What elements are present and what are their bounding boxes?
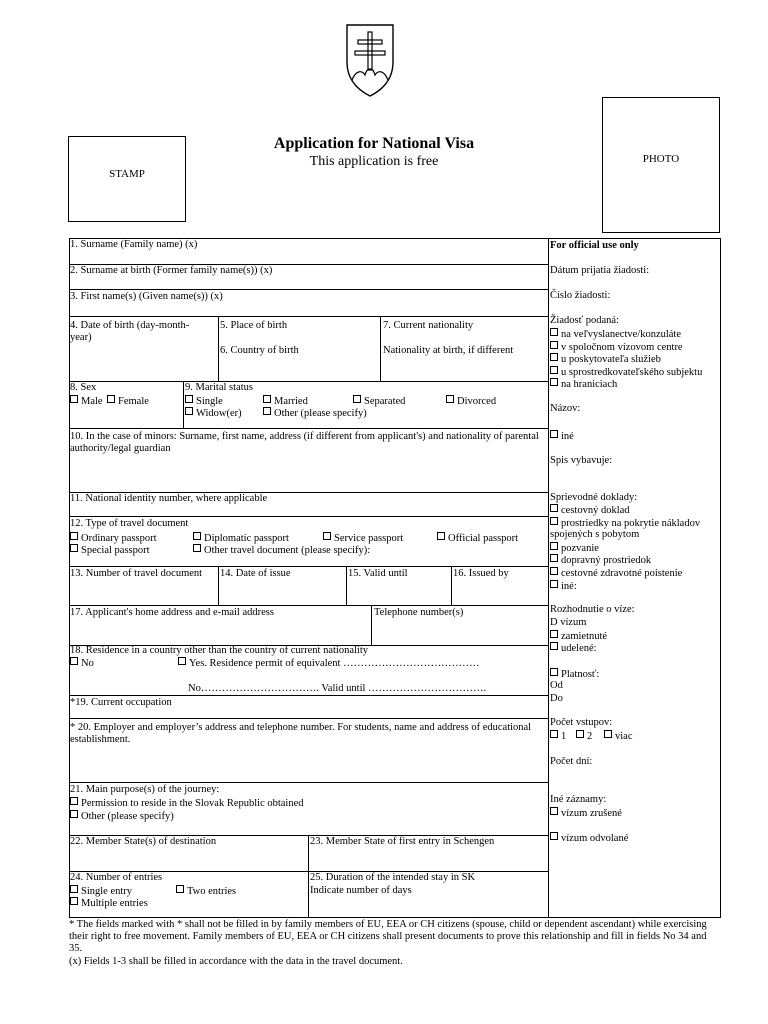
col-line [308,835,309,918]
checkbox-icon [107,395,115,403]
official-vstup-2[interactable]: 2 [576,730,592,743]
official-ine[interactable]: iné [550,430,574,443]
entries-two-option[interactable]: Two entries [176,885,236,898]
field-6-label[interactable]: 6. Country of birth [220,345,299,356]
purpose-permission-option[interactable]: Permission to reside in the Slovak Republic obtained [70,797,304,810]
form-divider [548,238,549,918]
checkbox-icon [70,657,78,665]
official-heading: For official use only [550,240,639,251]
field-18-label: 18. Residence in a country other than the country of current nationality [70,645,368,656]
official-platnost[interactable]: Platnosť: [550,668,599,681]
row-line [69,605,549,606]
official-pocet-dni: Počet dní: [550,756,593,767]
official-datum: Dátum prijatia žiadosti: [550,265,650,276]
official-vstup-viac[interactable]: viac [604,730,633,743]
page-title: Application for National Visa [273,135,475,152]
field-11-label[interactable]: 11. National identity number, where applicable [70,493,268,504]
field-17-label[interactable]: 17. Applicant's home address and e-mail address [70,607,274,618]
residence-no-option[interactable]: No [70,657,94,670]
field-1-label[interactable]: 1. Surname (Family name) (x) [70,239,198,250]
row-line [69,695,549,696]
field-10-label[interactable]: 10. In the case of minors: Surname, first name, address (if different from applicant's) and nationality of parental authority/legal guardian [70,431,539,454]
col-line [183,381,184,428]
official-podana-opt-3[interactable]: u poskytovateľa služieb [550,353,661,366]
checkbox-icon [193,532,201,540]
col-line [380,316,381,381]
field-13-label[interactable]: 13. Number of travel document [70,568,203,579]
checkbox-icon [70,810,78,818]
checkbox-icon [550,341,558,349]
coat-of-arms-icon [344,22,396,98]
official-podana-opt-2[interactable]: v spoločnom vízovom centre [550,341,683,354]
checkbox-icon [70,897,78,905]
checkbox-icon [70,544,78,552]
photo-box [602,97,720,233]
official-doklady-opt-5[interactable]: cestovné zdravotné poistenie [550,567,682,580]
page-subtitle: This application is free [309,154,439,169]
checkbox-icon [70,885,78,893]
official-nazov: Názov: [550,403,581,414]
row-line [69,718,549,719]
official-rozhodnutie: Rozhodnutie o víze: [550,604,635,615]
footnote-1: * The fields marked with * shall not be filled in by family members of EU, EEA or CH citizens (spouse, child or dependent ascendant) while exercising their right to free movement. Family members of EU, EEA or CH citizens shall present documents to prove this relationship and fill in fields No 34 and 35. [69,919,707,954]
field-20-label[interactable]: * 20. Employer and employer’s address and telephone number. For students, name and address of educational establishment. [70,722,532,745]
field-8-label: 8. Sex [70,382,97,393]
official-doklady-opt-1[interactable]: cestovný doklad [550,504,630,517]
field-12-label: 12. Type of travel document [70,518,189,529]
sex-female-option[interactable]: Female [107,395,149,408]
field-7-label[interactable]: 7. Current nationality [383,320,474,331]
checkbox-icon [550,567,558,575]
official-pocet-vstupov: Počet vstupov: [550,717,613,728]
official-doklady-opt-4[interactable]: dopravný prostriedok [550,554,651,567]
field-25-label[interactable]: 25. Duration of the intended stay in SK [310,872,476,883]
checkbox-icon [323,532,331,540]
field-5-label[interactable]: 5. Place of birth [220,320,288,331]
doc-special-option[interactable]: Special passport [70,544,150,557]
checkbox-icon [550,542,558,550]
official-vstup-1[interactable]: 1 [550,730,566,743]
official-do: Do [550,693,563,704]
residence-no-valid[interactable]: No……………………………. Valid until ……………………………. [188,683,487,694]
marital-divorced-option[interactable]: Divorced [446,395,496,408]
marital-single-option[interactable]: Single [185,395,223,408]
row-line [69,428,549,429]
official-podana: Žiadosť podaná: [550,315,619,326]
marital-married-option[interactable]: Married [263,395,308,408]
official-ine-zaznamy: Iné záznamy: [550,794,607,805]
checkbox-icon [437,532,445,540]
checkbox-icon [576,730,584,738]
checkbox-icon [185,407,193,415]
checkbox-icon [353,395,361,403]
official-doklady-opt-2b: spojených s pobytom [550,529,640,540]
checkbox-icon [70,797,78,805]
entries-single-option[interactable]: Single entry [70,885,132,898]
field-15-label[interactable]: 15. Valid until [348,568,408,579]
field-2-label[interactable]: 2. Surname at birth (Former family name(s)) (x) [70,265,273,276]
checkbox-icon [550,328,558,336]
checkbox-icon [263,395,271,403]
entries-multiple-option[interactable]: Multiple entries [70,897,148,910]
checkbox-icon [550,430,558,438]
official-podana-opt-5[interactable]: na hraniciach [550,378,617,391]
doc-official-option[interactable]: Official passport [437,532,518,545]
field-16-label[interactable]: 16. Issued by [453,568,509,579]
official-od: Od [550,680,563,691]
field-4-label[interactable]: 4. Date of birth (day-month-year) [70,320,190,343]
marital-widow-option[interactable]: Widow(er) [185,407,242,420]
checkbox-icon [193,544,201,552]
photo-label: PHOTO [642,153,680,165]
row-line [69,566,549,567]
col-line [451,566,452,605]
row-line [69,516,549,517]
col-line [371,605,372,645]
field-3-label[interactable]: 3. First name(s) (Given name(s)) (x) [70,291,223,302]
col-line [218,566,219,605]
checkbox-icon [550,807,558,815]
checkbox-icon [550,832,558,840]
official-zamietnute[interactable]: zamietnuté [550,630,607,643]
checkbox-icon [70,532,78,540]
checkbox-icon [550,504,558,512]
official-cislo: Číslo žiadosti: [550,290,611,301]
col-line [218,316,219,381]
field-21-label: 21. Main purpose(s) of the journey: [70,784,220,795]
checkbox-icon [550,730,558,738]
checkbox-icon [70,395,78,403]
checkbox-icon [604,730,612,738]
official-doklady-opt-2[interactable]: prostriedky na pokrytie nákladov [550,517,700,530]
checkbox-icon [550,580,558,588]
footnote-2: (x) Fields 1-3 shall be filled in accordance with the data in the travel document. [69,956,403,967]
checkbox-icon [550,517,558,525]
checkbox-icon [550,554,558,562]
stamp-box [68,136,186,222]
checkbox-icon [550,366,558,374]
col-line [346,566,347,605]
official-spis: Spis vybavuje: [550,455,613,466]
doc-ordinary-option[interactable]: Ordinary passport [70,532,157,545]
checkbox-icon [550,630,558,638]
official-vizum: D vízum [550,617,587,628]
checkbox-icon [446,395,454,403]
row-line [69,782,549,783]
residence-yes-option[interactable]: Yes. Residence permit of equivalent ………………………………… [178,657,480,670]
official-podana-opt-1[interactable]: na veľvyslanectve/konzuláte [550,328,681,341]
checkbox-icon [550,378,558,386]
row-line [69,289,549,290]
official-doklady: Sprievodné doklady: [550,492,638,503]
checkbox-icon [550,642,558,650]
checkbox-icon [263,407,271,415]
field-25b-label[interactable]: Indicate number of days [310,885,412,896]
official-zrusene[interactable]: vízum zrušené [550,807,622,820]
official-doklady-opt-6[interactable]: iné: [550,580,577,593]
checkbox-icon [550,668,558,676]
marital-other-option[interactable]: Other (please specify) [263,407,367,420]
field-7b-label[interactable]: Nationality at birth, if different [383,345,514,356]
checkbox-icon [176,885,184,893]
field-14-label[interactable]: 14. Date of issue [220,568,291,579]
checkbox-icon [550,353,558,361]
field-17b-label[interactable]: Telephone number(s) [374,607,464,618]
doc-service-option[interactable]: Service passport [323,532,403,545]
checkbox-icon [178,657,186,665]
checkbox-icon [185,395,193,403]
field-23-label[interactable]: 23. Member State of first entry in Schengen [310,836,495,847]
doc-diplomatic-option[interactable]: Diplomatic passport [193,532,289,545]
official-doklady-opt-3[interactable]: pozvanie [550,542,599,555]
marital-separated-option[interactable]: Separated [353,395,405,408]
stamp-label: STAMP [109,168,145,180]
sex-male-option[interactable]: Male [70,395,103,408]
field-19-label[interactable]: *19. Current occupation [70,697,172,708]
purpose-other-option[interactable]: Other (please specify) [70,810,174,823]
official-odvolane[interactable]: vízum odvolané [550,832,628,845]
official-podana-opt-4[interactable]: u sprostredkovateľského subjektu [550,366,702,379]
field-22-label[interactable]: 22. Member State(s) of destination [70,836,217,847]
field-24-label: 24. Number of entries [70,872,163,883]
row-line [69,381,549,382]
official-udelene[interactable]: udelené: [550,642,597,655]
field-9-label: 9. Marital status [185,382,253,393]
doc-other-option[interactable]: Other travel document (please specify): [193,544,370,557]
row-line [69,316,549,317]
